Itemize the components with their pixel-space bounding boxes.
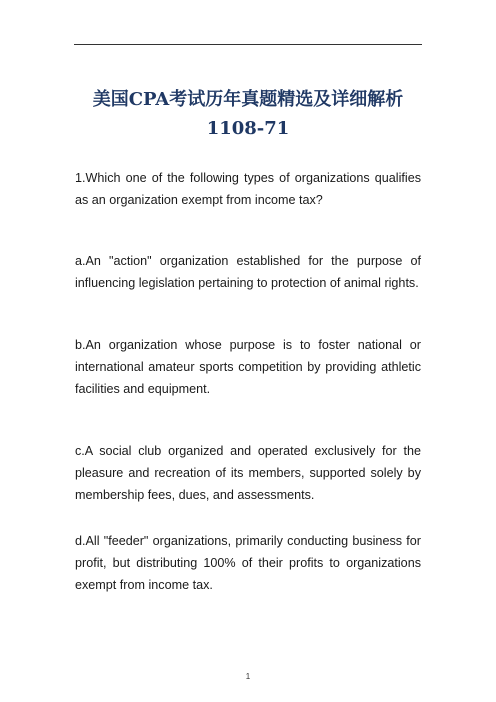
option-b: b.An organization whose purpose is to foster national or international amateur sports competition by providing athletic facilities and equipment. <box>75 338 421 396</box>
option-d: d.All "feeder" organizations, primarily conducting business for profit, but distributing 100% of their profits to organizations exempt from income tax. <box>75 534 421 592</box>
header-rule <box>74 44 422 45</box>
page-number: 1 <box>245 672 251 681</box>
question-text: 1.Which one of the following types of organizations qualifies as an organization exempt from income tax? <box>75 171 421 207</box>
option-c: c.A social club organized and operated exclusively for the pleasure and recreation of its members, supported solely by membership fees, dues, and assessments. <box>75 444 421 502</box>
document-title: 美国CPA考试历年真题精选及详细解析 <box>92 89 404 110</box>
document-subtitle: 1108-71 <box>206 118 290 139</box>
option-a: a.An "action" organization established for the purpose of influencing legislation pertaining to protection of animal rights. <box>75 254 421 290</box>
